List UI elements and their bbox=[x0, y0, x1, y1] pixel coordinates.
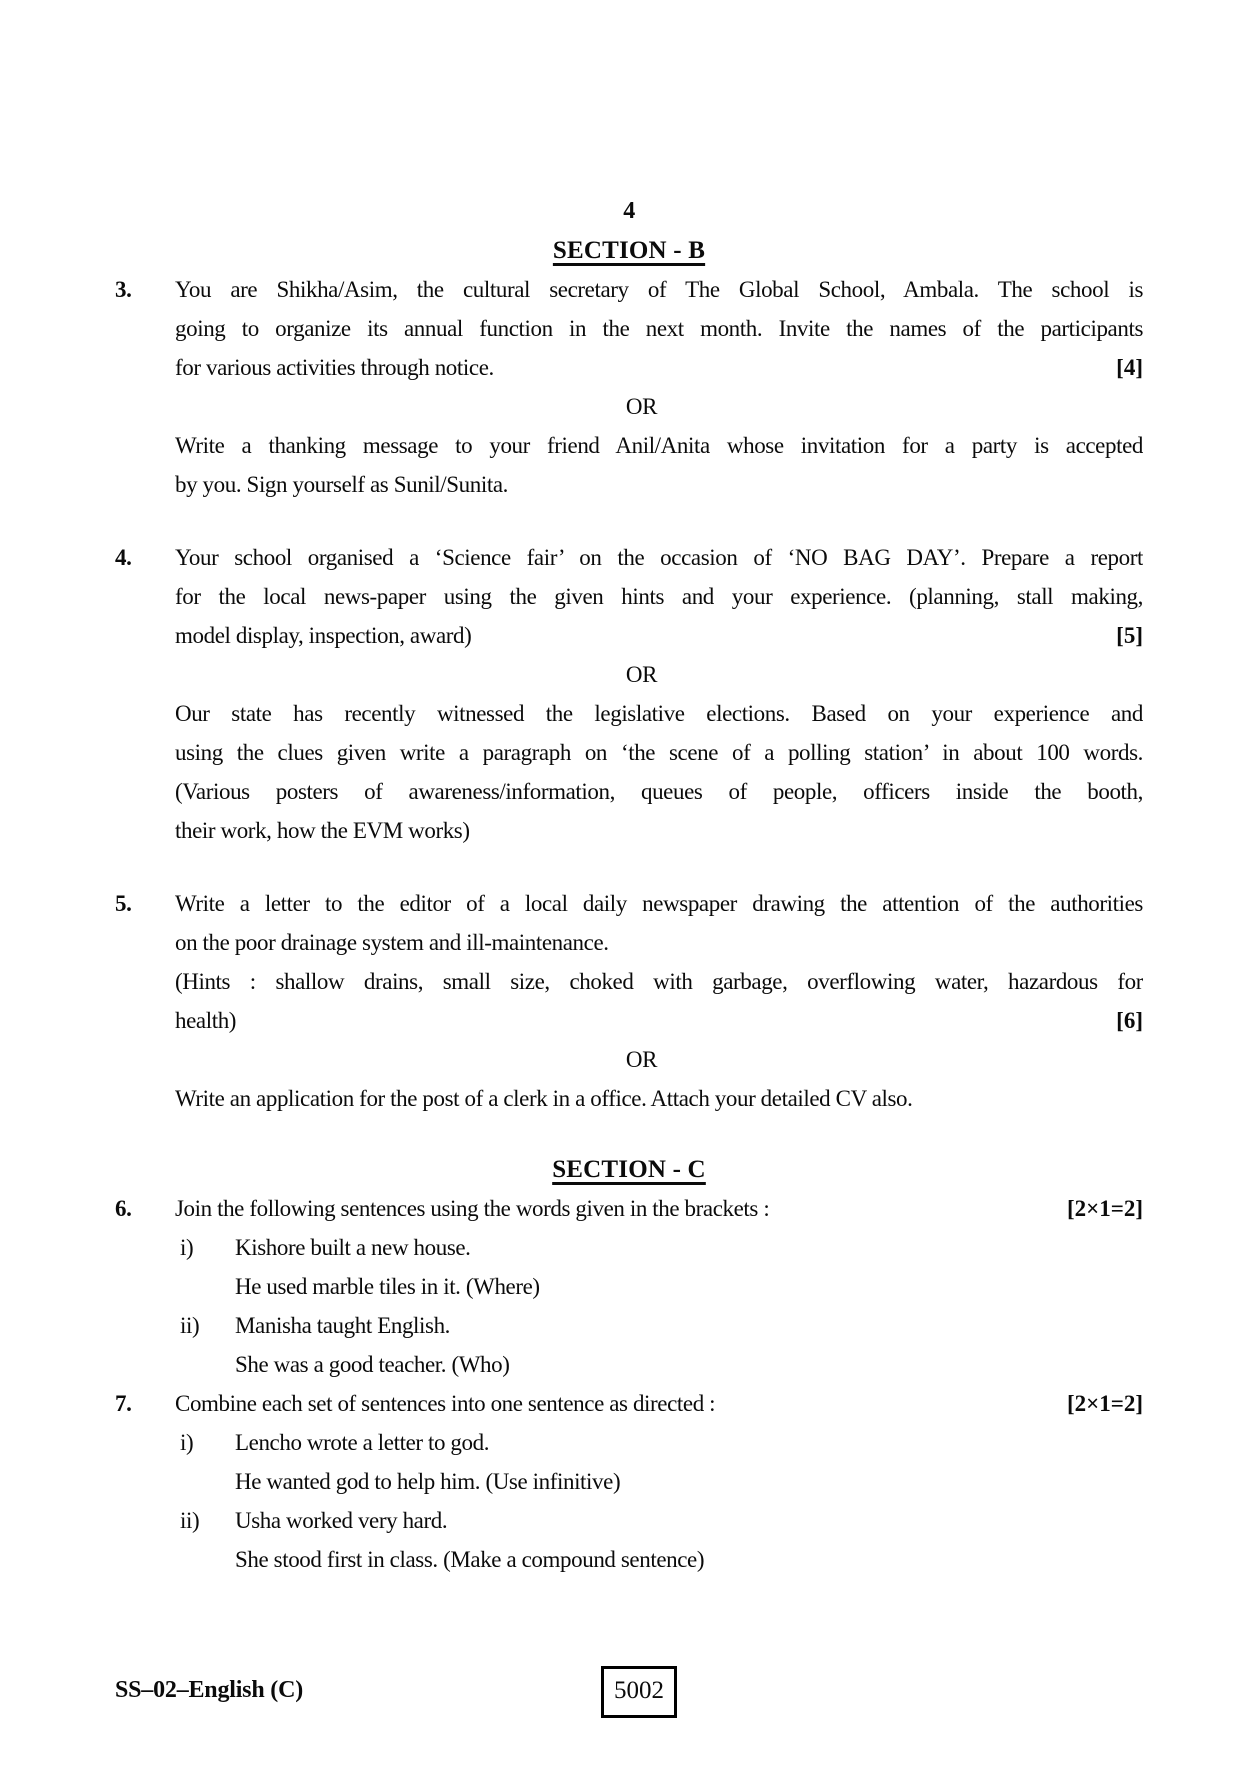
subitem-label: ii) bbox=[180, 1508, 200, 1533]
serial-number-box: 5002 bbox=[601, 1666, 677, 1718]
question-5-body bbox=[175, 884, 1143, 1118]
question-3 bbox=[115, 270, 1143, 504]
subitem-text: He wanted god to help him. (Use infinitive) bbox=[235, 1469, 621, 1494]
question-4-or-line-4: their work, how the EVM works) bbox=[175, 818, 470, 843]
question-4-or-line-2: using the clues given write a paragraph on ‘the scene of a polling station’ in about 100 words. bbox=[175, 740, 1143, 765]
question-3-body bbox=[175, 270, 1143, 504]
question-5-hints-line-2 bbox=[175, 1001, 1143, 1040]
section-c-heading bbox=[115, 1150, 1143, 1189]
question-3-line-3 bbox=[175, 348, 1143, 387]
question-6-marks-badge: [2×1=2] bbox=[1066, 1196, 1143, 1221]
subitem-label-spacer bbox=[175, 1540, 235, 1579]
question-6-item-ii-row-1 bbox=[175, 1306, 1143, 1345]
paper-code: SS–02–English (C) bbox=[115, 1677, 303, 1703]
question-7-number: 7. bbox=[115, 1391, 132, 1416]
question-3-line-1: You are Shikha/Asim, the cultural secretary of The Global School, Ambala. The school is bbox=[175, 277, 1143, 302]
question-3-number: 3. bbox=[115, 277, 132, 302]
subitem-text: He used marble tiles in it. (Where) bbox=[235, 1274, 540, 1299]
page-footer bbox=[115, 1664, 1143, 1726]
question-5 bbox=[115, 884, 1143, 1118]
question-4-or-line-1: Our state has recently witnessed the legislative elections. Based on your experience and bbox=[175, 701, 1143, 726]
question-3-line-3-text: for various activities through notice. bbox=[175, 355, 494, 380]
question-7-item-ii-row-2 bbox=[175, 1540, 1143, 1579]
question-3-marks-badge: [4] bbox=[1116, 355, 1143, 380]
subitem-text: She was a good teacher. (Who) bbox=[235, 1352, 510, 1377]
question-5-or-line-1: Write an application for the post of a clerk in a office. Attach your detailed CV also. bbox=[175, 1086, 913, 1111]
subitem-label: i) bbox=[180, 1235, 194, 1260]
question-6-body bbox=[175, 1189, 1143, 1384]
question-3-line-2: going to organize its annual function in the next month. Invite the names of the participants bbox=[175, 316, 1143, 341]
subitem-label-spacer bbox=[175, 1267, 235, 1306]
question-3-or-line-2: by you. Sign yourself as Sunil/Sunita. bbox=[175, 472, 509, 497]
subitem-text: She stood first in class. (Make a compound sentence) bbox=[235, 1547, 705, 1572]
question-6-item-i-row-1 bbox=[175, 1228, 1143, 1267]
question-6-text: Join the following sentences using the words given in the brackets : bbox=[175, 1196, 770, 1221]
question-3-or-line-1: Write a thanking message to your friend Anil/Anita whose invitation for a party is accepted bbox=[175, 433, 1143, 458]
question-5-hints-line-1: (Hints : shallow drains, small size, choked with garbage, overflowing water, hazardous for bbox=[175, 969, 1143, 994]
question-7-text: Combine each set of sentences into one sentence as directed : bbox=[175, 1391, 716, 1416]
question-7-item-ii-row-1 bbox=[175, 1501, 1143, 1540]
subitem-label: i) bbox=[180, 1430, 194, 1455]
page-number: 4 bbox=[623, 198, 635, 224]
question-4-line-3-text: model display, inspection, award) bbox=[175, 623, 472, 648]
or-separator: OR bbox=[625, 394, 658, 419]
question-5-marks-badge: [6] bbox=[1116, 1008, 1143, 1033]
question-5-number: 5. bbox=[115, 891, 132, 916]
question-7-item-i-row-1 bbox=[175, 1423, 1143, 1462]
subitem-label-spacer bbox=[175, 1462, 235, 1501]
question-4-line-3 bbox=[175, 616, 1143, 655]
page-content bbox=[115, 192, 1143, 1579]
question-7-marks-badge: [2×1=2] bbox=[1066, 1391, 1143, 1416]
or-separator: OR bbox=[625, 1047, 658, 1072]
question-4 bbox=[115, 538, 1143, 850]
section-c-heading-text: SECTION - C bbox=[552, 1156, 706, 1183]
question-6-number: 6. bbox=[115, 1196, 132, 1221]
question-6-item-ii-row-2 bbox=[175, 1345, 1143, 1384]
subitem-text: Usha worked very hard. bbox=[235, 1508, 448, 1533]
question-7-item-i-row-2 bbox=[175, 1462, 1143, 1501]
question-6-text-line bbox=[175, 1189, 1143, 1228]
subitem-text: Manisha taught English. bbox=[235, 1313, 451, 1338]
subitem-label-spacer bbox=[175, 1345, 235, 1384]
or-separator: OR bbox=[625, 662, 658, 687]
question-5-hints-line-2-text: health) bbox=[175, 1008, 237, 1033]
question-4-line-1: Your school organised a ‘Science fair’ on the occasion of ‘NO BAG DAY’. Prepare a report bbox=[175, 545, 1143, 570]
question-5-line-2: on the poor drainage system and ill-maintenance. bbox=[175, 930, 609, 955]
section-b-heading-text: SECTION - B bbox=[552, 237, 706, 264]
question-6-item-i-row-2 bbox=[175, 1267, 1143, 1306]
question-4-body bbox=[175, 538, 1143, 850]
subitem-text: Kishore built a new house. bbox=[235, 1235, 471, 1260]
question-4-line-2: for the local news-paper using the given hints and your experience. (planning, stall making, bbox=[175, 584, 1143, 609]
question-7-body bbox=[175, 1384, 1143, 1579]
question-4-number: 4. bbox=[115, 545, 132, 570]
question-5-line-1: Write a letter to the editor of a local daily newspaper drawing the attention of the authorities bbox=[175, 891, 1143, 916]
section-b-heading bbox=[115, 231, 1143, 270]
subitem-text: Lencho wrote a letter to god. bbox=[235, 1430, 490, 1455]
question-4-or-line-3: (Various posters of awareness/information, queues of people, officers inside the booth, bbox=[175, 779, 1143, 804]
question-7-text-line bbox=[175, 1384, 1143, 1423]
question-7 bbox=[115, 1384, 1143, 1579]
subitem-label: ii) bbox=[180, 1313, 200, 1338]
question-6 bbox=[115, 1189, 1143, 1384]
question-4-marks-badge: [5] bbox=[1116, 623, 1143, 648]
